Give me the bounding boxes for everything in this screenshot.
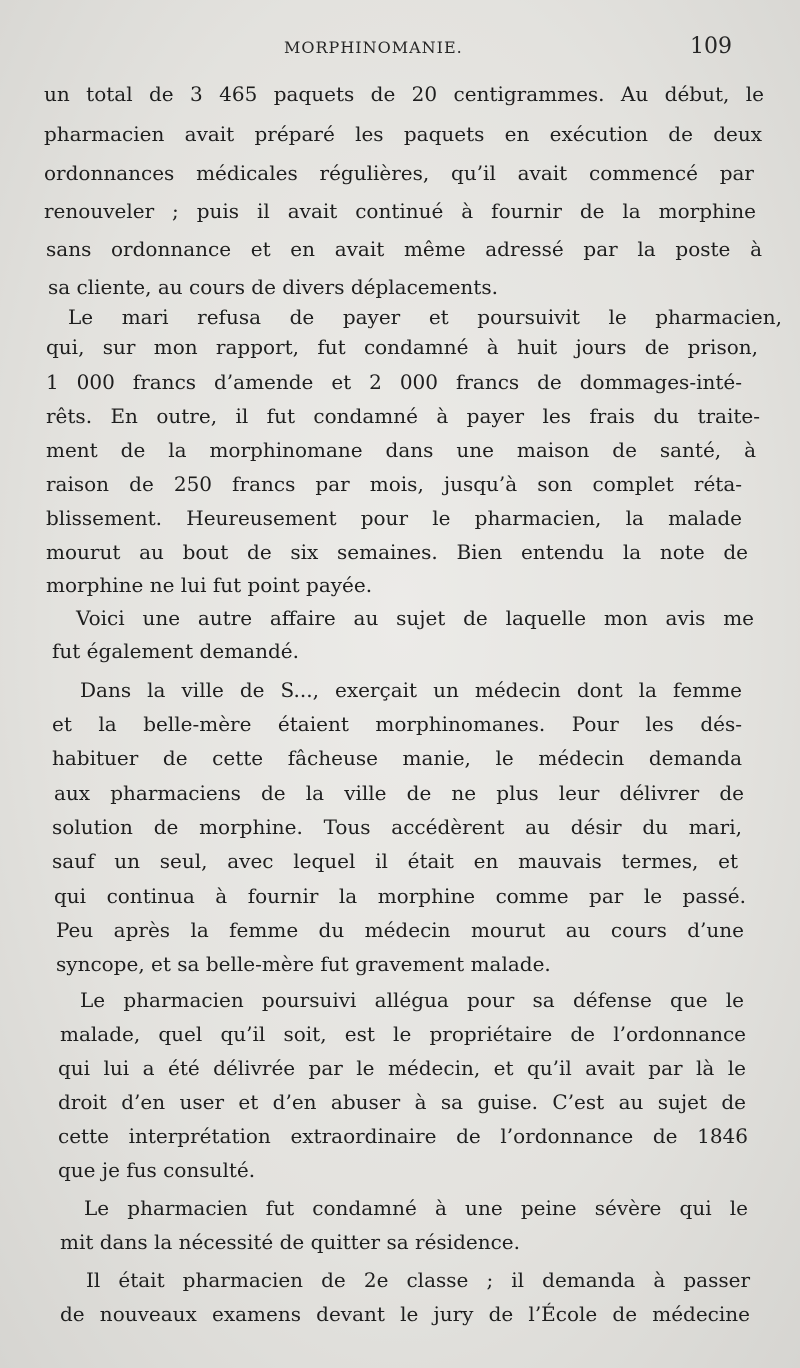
text-line: pharmacien avait préparé les paquets en exécution de deux	[44, 122, 762, 146]
text-line: habituer de cette fâcheuse manie, le médecin demanda	[52, 746, 742, 770]
text-line: sauf un seul, avec lequel il était en mauvais termes, et	[52, 849, 738, 873]
text-line: que je fus consulté.	[58, 1158, 256, 1182]
text-line: Voici une autre affaire au sujet de laquelle mon avis me	[76, 606, 754, 630]
text-line: sans ordonnance et en avait même adressé par la poste à	[46, 237, 762, 261]
text-line: syncope, et sa belle-mère fut gravement malade.	[56, 952, 551, 976]
text-line: Le pharmacien fut condamné à une peine sévère qui le	[84, 1196, 748, 1220]
text-line: mit dans la nécessité de quitter sa résidence.	[60, 1230, 520, 1254]
running-head: MORPHINOMANIE.	[284, 38, 463, 57]
page-number: 109	[690, 34, 732, 59]
text-line: Peu après la femme du médecin mourut au cours d’une	[56, 918, 744, 942]
text-line: rêts. En outre, il fut condamné à payer les frais du traite-	[46, 404, 760, 428]
text-line: aux pharmaciens de la ville de ne plus leur délivrer de	[54, 781, 744, 805]
text-line: 1 000 francs d’amende et 2 000 francs de dommages-inté-	[46, 370, 742, 394]
text-line: Le pharmacien poursuivi allégua pour sa défense que le	[80, 988, 744, 1012]
text-line: sa cliente, au cours de divers déplacements.	[48, 275, 498, 299]
text-line: ordonnances médicales régulières, qu’il avait commencé par	[44, 161, 754, 185]
text-line: et la belle-mère étaient morphinomanes. Pour les dés-	[52, 712, 742, 736]
text-line: solution de morphine. Tous accédèrent au désir du mari,	[52, 815, 742, 839]
text-line: qui, sur mon rapport, fut condamné à huit jours de prison,	[46, 335, 758, 359]
text-line: fut également demandé.	[52, 639, 299, 663]
text-line: ment de la morphinomane dans une maison de santé, à	[46, 438, 756, 462]
text-line: Dans la ville de S..., exerçait un médecin dont la femme	[80, 678, 742, 702]
text-line: qui continua à fournir la morphine comme par le passé.	[54, 884, 746, 908]
text-line: droit d’en user et d’en abuser à sa guise. C’est au sujet de	[58, 1090, 746, 1114]
text-line: blissement. Heureusement pour le pharmacien, la malade	[46, 506, 742, 530]
page-header	[0, 34, 800, 66]
text-line: de nouveaux examens devant le jury de l’École de médecine	[60, 1302, 750, 1326]
text-line: renouveler ; puis il avait continué à fournir de la morphine	[44, 199, 756, 223]
text-line: raison de 250 francs par mois, jusqu’à son complet réta-	[46, 472, 742, 496]
text-line: malade, quel qu’il soit, est le propriétaire de l’ordonnance	[60, 1022, 746, 1046]
text-line: cette interprétation extraordinaire de l’ordonnance de 1846	[58, 1124, 748, 1148]
text-line: Le mari refusa de payer et poursuivit le pharmacien,	[68, 305, 782, 329]
text-line: Il était pharmacien de 2e classe ; il demanda à passer	[86, 1268, 750, 1292]
text-line: qui lui a été délivrée par le médecin, et qu’il avait par là le	[58, 1056, 746, 1080]
text-line: mourut au bout de six semaines. Bien entendu la note de	[46, 540, 748, 564]
text-line: un total de 3 465 paquets de 20 centigrammes. Au début, le	[44, 82, 764, 106]
text-line: morphine ne lui fut point payée.	[46, 573, 373, 597]
